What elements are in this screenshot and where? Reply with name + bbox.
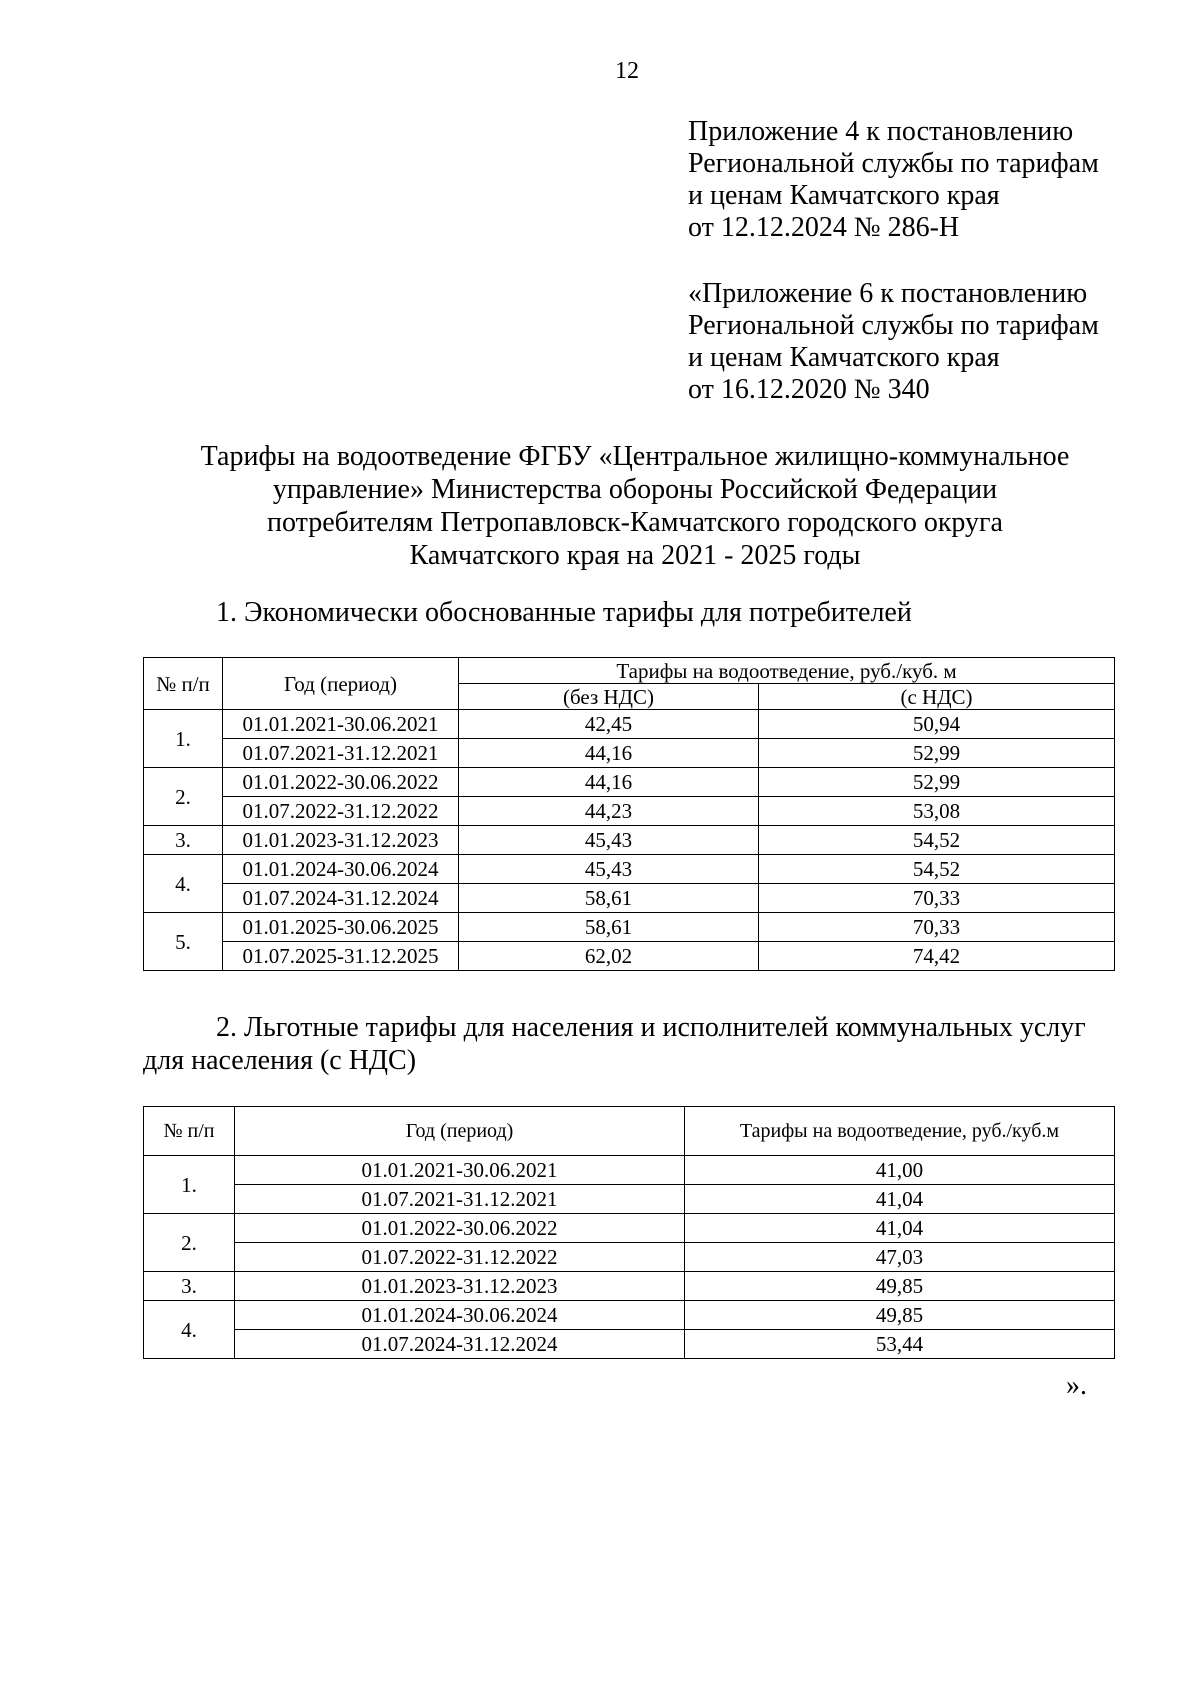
tariff-no-vat-cell: 45,43 [459,855,759,884]
header-num: № п/п [144,1107,235,1156]
period-cell: 01.01.2022-30.06.2022 [223,768,459,797]
page-number: 12 [615,58,639,84]
table-row [144,884,1115,913]
title-line: Камчатского края на 2021 - 2025 годы [409,540,861,571]
period-cell: 01.01.2025-30.06.2025 [223,913,459,942]
tariff-with-vat-cell: 52,99 [759,739,1115,768]
table-row [144,1156,1115,1185]
title-line: потребителям Петропавловск-Камчатского городского округа [267,507,1003,538]
period-cell: 01.01.2024-30.06.2024 [235,1301,685,1330]
tariff-no-vat-cell: 44,23 [459,797,759,826]
appendix-line: Региональной службы по тарифам [688,310,1099,341]
tariff-cell: 49,85 [685,1272,1115,1301]
appendix-header-original [688,278,1099,406]
document-title [150,440,1120,572]
period-cell: 01.01.2023-31.12.2023 [235,1272,685,1301]
tariff-no-vat-cell: 44,16 [459,739,759,768]
tariff-with-vat-cell: 50,94 [759,710,1115,739]
period-cell: 01.01.2024-30.06.2024 [223,855,459,884]
tariff-cell: 53,44 [685,1330,1115,1359]
section-1-heading: 1. Экономически обоснованные тарифы для потребителей [216,597,912,628]
row-number: 4. [144,1301,235,1359]
header-tariff: Тарифы на водоотведение, руб./куб.м [685,1107,1115,1156]
tariff-with-vat-cell: 52,99 [759,768,1115,797]
period-cell: 01.07.2021-31.12.2021 [235,1185,685,1214]
appendix-line: от 16.12.2020 № 340 [688,374,930,405]
tariff-cell: 49,85 [685,1301,1115,1330]
economic-tariffs-table [143,657,1115,971]
period-cell: 01.07.2024-31.12.2024 [235,1330,685,1359]
closing-quote-mark: ». [1066,1370,1087,1401]
table-header-row [144,658,1115,684]
header-no-vat: (без НДС) [459,684,759,710]
tariff-with-vat-cell: 54,52 [759,855,1115,884]
appendix-line: «Приложение 6 к постановлению [688,278,1088,309]
tariff-with-vat-cell: 53,08 [759,797,1115,826]
header-period: Год (период) [235,1107,685,1156]
header-tariffs: Тарифы на водоотведение, руб./куб. м [459,658,1115,684]
section-2-heading-line: 2. Льготные тарифы для населения и исполнителей коммунальных услуг [216,1012,1086,1043]
table-row [144,768,1115,797]
table-row [144,739,1115,768]
table-row [144,710,1115,739]
appendix-line: и ценам Камчатского края [688,342,1000,373]
tariff-no-vat-cell: 42,45 [459,710,759,739]
tariff-cell: 41,04 [685,1185,1115,1214]
section-2-heading-line: для населения (с НДС) [143,1045,417,1076]
period-cell: 01.01.2021-30.06.2021 [223,710,459,739]
tariff-no-vat-cell: 58,61 [459,884,759,913]
tariff-no-vat-cell: 62,02 [459,942,759,971]
tariff-no-vat-cell: 44,16 [459,768,759,797]
period-cell: 01.07.2022-31.12.2022 [235,1243,685,1272]
period-cell: 01.07.2022-31.12.2022 [223,797,459,826]
preferential-tariffs-table [143,1106,1115,1359]
row-number: 1. [144,710,223,768]
section-2-heading [143,1011,1103,1077]
tariff-with-vat-cell: 74,42 [759,942,1115,971]
period-cell: 01.07.2024-31.12.2024 [223,884,459,913]
table-row [144,855,1115,884]
tariff-cell: 41,00 [685,1156,1115,1185]
tariff-with-vat-cell: 70,33 [759,913,1115,942]
table-row [144,1243,1115,1272]
tariff-with-vat-cell: 54,52 [759,826,1115,855]
header-period: Год (период) [223,658,459,710]
table-row [144,1330,1115,1359]
title-line: управление» Министерства обороны Российской Федерации [272,474,998,505]
table-row [144,942,1115,971]
row-number: 5. [144,913,223,971]
table-row [144,797,1115,826]
appendix-line: Региональной службы по тарифам [688,148,1099,179]
table-row [144,826,1115,855]
period-cell: 01.07.2025-31.12.2025 [223,942,459,971]
row-number: 1. [144,1156,235,1214]
appendix-header-current [688,116,1099,244]
period-cell: 01.01.2022-30.06.2022 [235,1214,685,1243]
table-row [144,1185,1115,1214]
row-number: 4. [144,855,223,913]
row-number: 3. [144,826,223,855]
tariff-cell: 41,04 [685,1214,1115,1243]
tariff-with-vat-cell: 70,33 [759,884,1115,913]
appendix-line: и ценам Камчатского края [688,180,1000,211]
appendix-line: Приложение 4 к постановлению [688,116,1074,147]
appendix-line: от 12.12.2024 № 286-Н [688,212,960,243]
header-num: № п/п [144,658,223,710]
title-line: Тарифы на водоотведение ФГБУ «Центральное жилищно-коммунальное [200,441,1070,472]
table-row [144,1214,1115,1243]
period-cell: 01.07.2021-31.12.2021 [223,739,459,768]
tariff-cell: 47,03 [685,1243,1115,1272]
row-number: 2. [144,1214,235,1272]
table-row [144,1301,1115,1330]
row-number: 2. [144,768,223,826]
tariff-no-vat-cell: 45,43 [459,826,759,855]
period-cell: 01.01.2021-30.06.2021 [235,1156,685,1185]
period-cell: 01.01.2023-31.12.2023 [223,826,459,855]
table-header-row [144,1107,1115,1156]
table-row [144,1272,1115,1301]
table-row [144,913,1115,942]
header-with-vat: (с НДС) [759,684,1115,710]
tariff-no-vat-cell: 58,61 [459,913,759,942]
row-number: 3. [144,1272,235,1301]
